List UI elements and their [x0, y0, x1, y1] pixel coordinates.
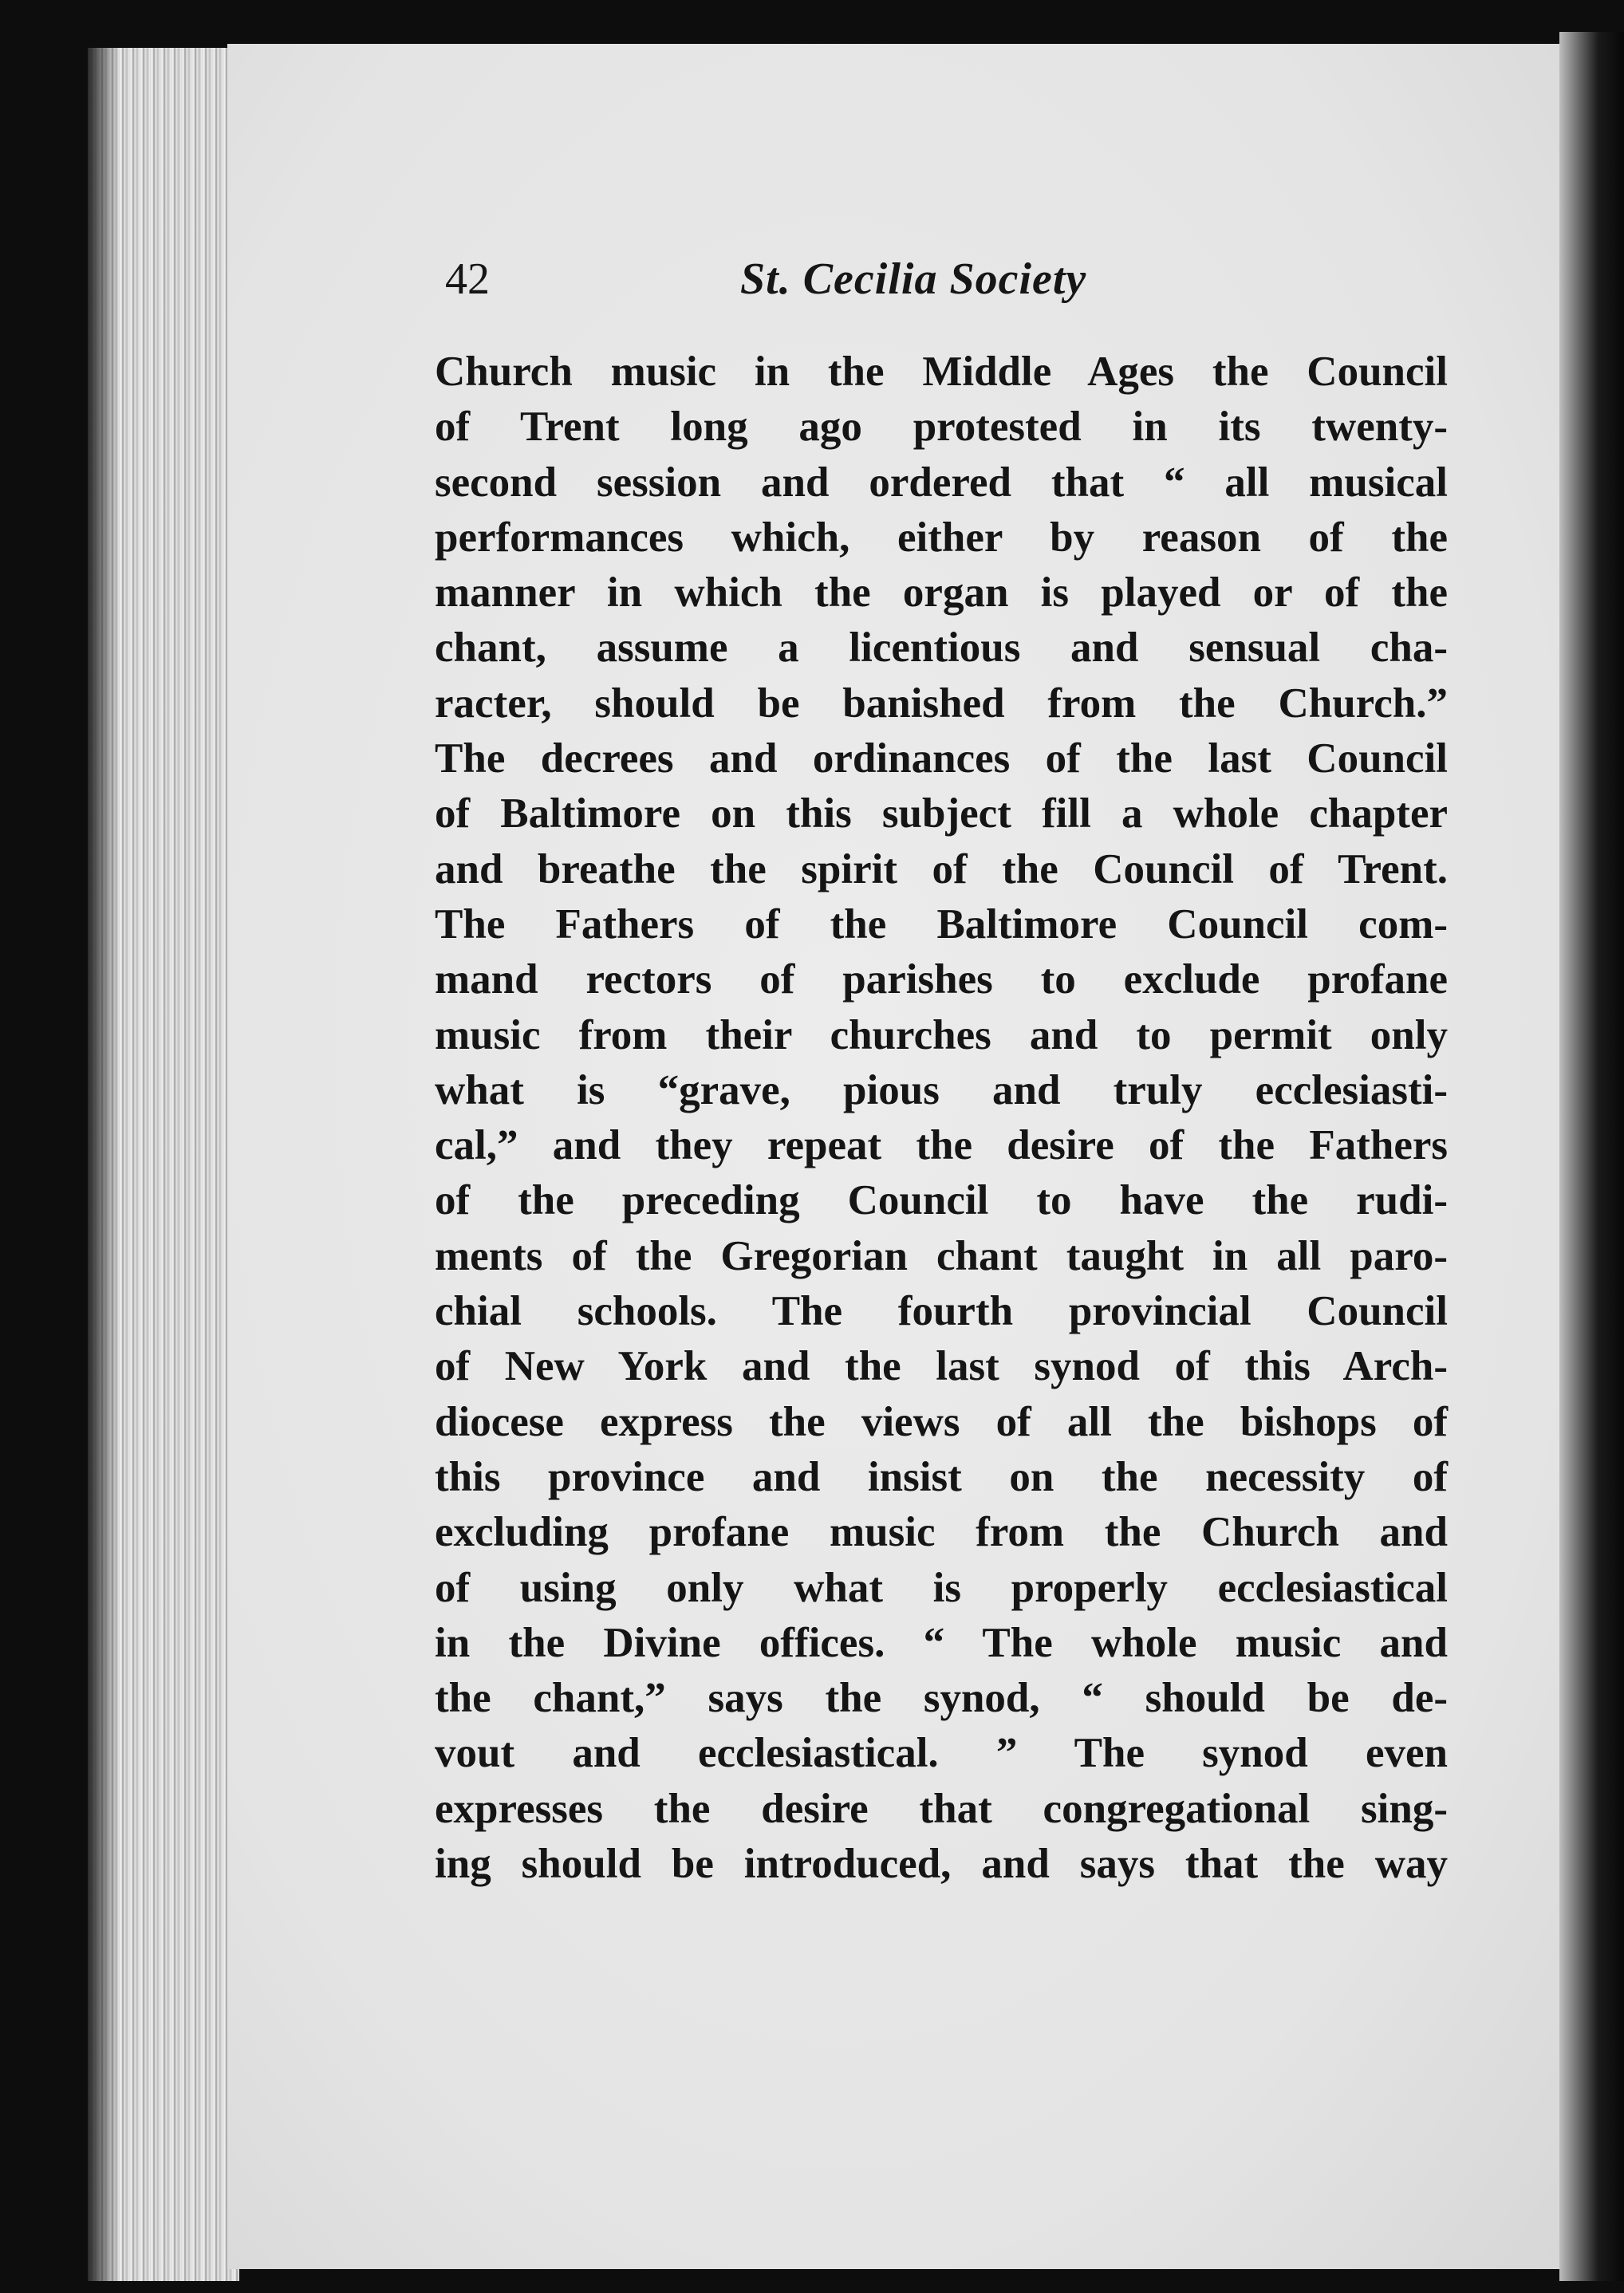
text-line: cal,” and they repeat the desire of the Fathers — [435, 1122, 1448, 1169]
text-line: of using only what is properly ecclesiastical — [435, 1564, 1448, 1611]
text-line: performances which, either by reason of the — [435, 514, 1448, 561]
text-line: music from their churches and to permit only — [435, 1011, 1448, 1058]
text-line: of New York and the last synod of this Arch- — [435, 1343, 1448, 1390]
text-line: what is “grave, pious and truly ecclesiasti- — [435, 1066, 1448, 1113]
text-line: ments of the Gregorian chant taught in all paro- — [435, 1232, 1448, 1279]
text-line: and breathe the spirit of the Council of Trent. — [435, 845, 1448, 892]
text-line: expresses the desire that congregational sing- — [435, 1785, 1448, 1832]
text-line: chial schools. The fourth provincial Council — [435, 1288, 1448, 1335]
text-line: racter, should be banished from the Church.” — [435, 680, 1448, 727]
book-page-edges — [88, 48, 239, 2281]
text-line: of Trent long ago protested in its twenty- — [435, 404, 1448, 451]
text-line: the chant,” says the synod, “ should be de- — [435, 1675, 1448, 1722]
text-line: second session and ordered that “ all musical — [435, 459, 1448, 506]
text-line: of Baltimore on this subject fill a whole chapter — [435, 790, 1448, 837]
text-line: The decrees and ordinances of the last Council — [435, 735, 1448, 782]
text-line: this province and insist on the necessity of — [435, 1453, 1448, 1500]
text-line: The Fathers of the Baltimore Council com- — [435, 900, 1448, 948]
book-gutter-shadow — [1559, 32, 1624, 2281]
text-line: manner in which the organ is played or of the — [435, 569, 1448, 617]
running-head: St. Cecilia Society — [740, 254, 1087, 304]
text-line: vout and ecclesiastical. ” The synod even — [435, 1730, 1448, 1777]
text-line: diocese express the views of all the bishops of — [435, 1398, 1448, 1445]
body-text — [435, 345, 1448, 1892]
text-line: excluding profane music from the Church and — [435, 1509, 1448, 1556]
page-number: 42 — [445, 254, 490, 304]
page-edge-shadow — [88, 48, 120, 2281]
text-line: ing should be introduced, and says that the way — [435, 1841, 1448, 1888]
text-line: chant, assume a licentious and sensual cha- — [435, 624, 1448, 672]
text-line: in the Divine offices. “ The whole music and — [435, 1619, 1448, 1666]
text-line: of the preceding Council to have the rudi- — [435, 1177, 1448, 1224]
text-line: mand rectors of parishes to exclude profane — [435, 956, 1448, 1003]
text-line: Church music in the Middle Ages the Council — [435, 349, 1448, 395]
page-header — [445, 254, 1243, 317]
